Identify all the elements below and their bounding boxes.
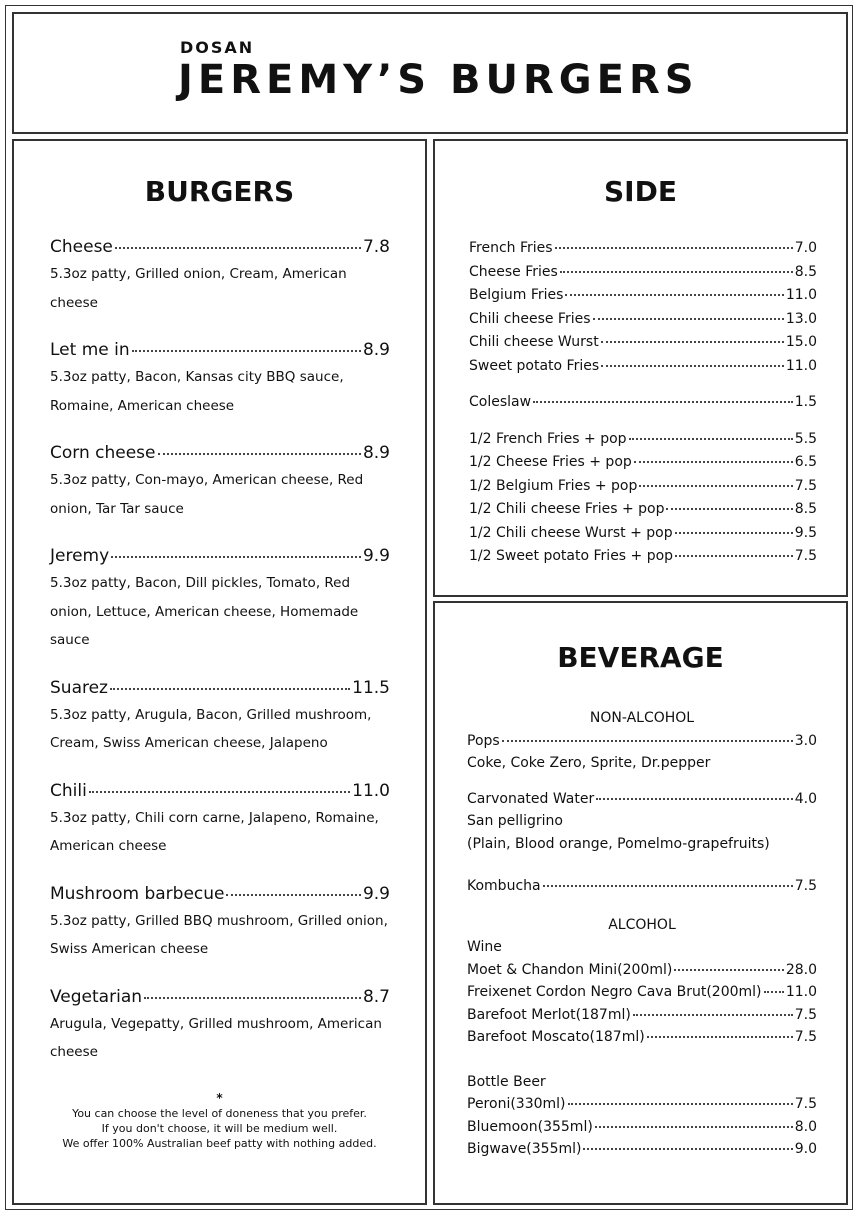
item-name: Bluemoon(355ml) xyxy=(467,1118,593,1135)
beverage-item xyxy=(467,1116,817,1139)
item-name: Vegetarian xyxy=(50,986,143,1007)
item-name: Bigwave(355ml) xyxy=(467,1141,582,1157)
item-name: Barefoot Merlot(187ml) xyxy=(467,1006,631,1023)
item-price: 8.5 xyxy=(794,263,817,280)
item-price: 7.8 xyxy=(362,237,390,257)
item-price: 5.5 xyxy=(794,430,817,447)
item-detail: (Plain, Blood orange, Pomelmo-grapefruits) xyxy=(467,835,770,852)
leader-dots xyxy=(568,1103,793,1105)
item-name: Sweet potato Fries xyxy=(469,357,600,374)
burger-item-corn-cheese xyxy=(50,443,390,523)
side-item xyxy=(469,261,817,285)
side-section xyxy=(433,139,848,597)
item-name: Pops xyxy=(467,732,500,749)
item-price: 11.0 xyxy=(352,780,390,801)
leader-dots xyxy=(674,969,783,971)
item-price: 9.9 xyxy=(362,546,390,566)
leader-dots xyxy=(565,294,783,296)
beverage-item xyxy=(467,788,817,811)
restaurant-title: JEREMY’S BURGERS xyxy=(178,57,699,103)
side-item xyxy=(469,475,817,499)
leader-dots xyxy=(596,798,792,800)
item-detail: Coke, Coke Zero, Sprite, Dr.pepper xyxy=(467,755,711,771)
item-price: 11.5 xyxy=(352,677,390,698)
side-item xyxy=(469,391,817,415)
item-price: 9.0 xyxy=(794,1141,817,1157)
leader-dots xyxy=(633,1014,793,1016)
leader-dots xyxy=(629,438,793,440)
item-name: Freixenet Cordon Negro Cava Brut(200ml) xyxy=(467,984,762,1000)
leader-dots xyxy=(144,997,361,999)
side-item xyxy=(469,355,817,379)
item-description: 5.3oz patty, Con-mayo, American cheese, Red onion, Tar Tar sauce xyxy=(50,472,364,517)
item-name: 1/2 Chili cheese Wurst + pop xyxy=(469,524,673,541)
item-name: Chili xyxy=(50,780,87,801)
leader-dots xyxy=(560,271,793,273)
leader-dots xyxy=(593,318,784,320)
beverage-title: BEVERAGE xyxy=(557,641,724,674)
leader-dots xyxy=(647,1036,793,1038)
item-description: 5.3oz patty, Bacon, Kansas city BBQ sauce, Romaine, American cheese xyxy=(50,369,344,414)
leader-dots xyxy=(595,1126,793,1128)
burgers-title: BURGERS xyxy=(144,175,295,208)
item-description: 5.3oz patty, Chili corn carne, Jalapeno, Romaine, American cheese xyxy=(50,809,379,854)
item-name: Cheese Fries xyxy=(469,263,558,280)
item-description: 5.3oz patty, Bacon, Dill pickles, Tomato, Red onion, Lettuce, American cheese, Homemade sauce xyxy=(50,575,359,648)
side-item xyxy=(469,284,817,308)
item-price: 7.5 xyxy=(794,1096,817,1112)
leader-dots xyxy=(675,555,793,557)
burger-item-chili xyxy=(50,781,390,861)
non-alcohol-label: NON-ALCOHOL xyxy=(589,710,695,726)
note-line: You can choose the level of doneness that you prefer. xyxy=(72,1107,367,1120)
side-item xyxy=(469,498,817,522)
item-price: 28.0 xyxy=(785,961,817,978)
leader-dots xyxy=(226,894,360,896)
item-name: Moet & Chandon Mini(200ml) xyxy=(467,961,673,978)
item-price: 8.9 xyxy=(362,340,390,360)
beverage-item xyxy=(467,730,817,753)
leader-dots xyxy=(115,247,361,249)
beverage-item xyxy=(467,959,817,982)
leader-dots xyxy=(764,991,784,993)
alcohol-label: ALCOHOL xyxy=(608,916,676,933)
item-name: Jeremy xyxy=(50,546,110,566)
item-name: French Fries xyxy=(469,240,553,256)
leader-dots xyxy=(639,485,792,487)
item-name: Suarez xyxy=(50,677,108,698)
note-line: If you don't choose, it will be medium well. xyxy=(101,1122,338,1135)
item-price: 8.0 xyxy=(794,1118,817,1135)
item-description: 5.3oz patty, Grilled onion, Cream, American cheese xyxy=(50,266,347,311)
side-item xyxy=(469,331,817,355)
item-detail: San pelligrino xyxy=(467,813,563,829)
burger-item-jeremy xyxy=(50,546,390,655)
item-price: 11.0 xyxy=(785,357,817,374)
item-price: 6.5 xyxy=(794,454,817,470)
item-name: Cheese xyxy=(50,237,113,257)
item-price: 3.0 xyxy=(794,732,817,749)
beer-label: Bottle Beer xyxy=(467,1073,546,1090)
beverage-item xyxy=(467,1026,817,1049)
beverage-item xyxy=(467,981,817,1004)
side-item xyxy=(469,428,817,452)
item-price: 7.5 xyxy=(794,477,817,494)
leader-dots xyxy=(89,791,350,793)
note-line: We offer 100% Australian beef patty with nothing added. xyxy=(62,1137,377,1150)
location-label: DOSAN xyxy=(180,38,255,57)
item-description: 5.3oz patty, Grilled BBQ mushroom, Grilled onion, Swiss American cheese xyxy=(50,912,388,957)
beverage-item xyxy=(467,1138,817,1161)
item-name: Corn cheese xyxy=(50,443,156,463)
side-item xyxy=(469,237,817,261)
item-price: 7.5 xyxy=(794,1029,817,1045)
beverage-section xyxy=(433,601,848,1205)
burger-list xyxy=(50,237,390,1090)
item-name: 1/2 Cheese Fries + pop xyxy=(469,454,632,470)
beverage-list xyxy=(467,707,817,1161)
beverage-item xyxy=(467,1004,817,1027)
wine-label: Wine xyxy=(467,939,502,955)
beverage-item xyxy=(467,1093,817,1116)
item-price: 11.0 xyxy=(785,984,817,1000)
item-price: 1.5 xyxy=(794,394,817,410)
leader-dots xyxy=(543,885,793,887)
item-name: 1/2 Chili cheese Fries + pop xyxy=(469,501,665,517)
burger-item-vegetarian xyxy=(50,987,390,1067)
item-price: 7.5 xyxy=(794,548,817,564)
item-price: 15.0 xyxy=(785,334,817,350)
item-name: Coleslaw xyxy=(469,394,532,410)
item-price: 4.0 xyxy=(794,790,817,807)
leader-dots xyxy=(110,688,350,690)
item-price: 8.9 xyxy=(362,443,390,463)
side-title: SIDE xyxy=(604,175,677,208)
burger-item-suarez xyxy=(50,678,390,758)
burger-item-mushroom-barbecue xyxy=(50,884,390,964)
leader-dots xyxy=(675,532,793,534)
leader-dots xyxy=(555,247,793,249)
leader-dots xyxy=(132,350,361,352)
leader-dots xyxy=(533,401,793,403)
item-price: 9.5 xyxy=(794,524,817,541)
item-name: Chili cheese Wurst xyxy=(469,334,599,350)
menu-header xyxy=(12,12,848,134)
burger-item-let-me-in xyxy=(50,340,390,420)
item-name: 1/2 Sweet potato Fries + pop xyxy=(469,548,674,564)
item-description: Arugula, Vegepatty, Grilled mushroom, American cheese xyxy=(50,1015,382,1060)
side-item xyxy=(469,545,817,569)
leader-dots xyxy=(583,1148,792,1150)
item-price: 7.5 xyxy=(794,1006,817,1023)
side-list xyxy=(469,237,817,569)
item-price: 8.7 xyxy=(362,986,390,1007)
leader-dots xyxy=(158,453,361,455)
item-name: Peroni(330ml) xyxy=(467,1096,566,1112)
leader-dots xyxy=(502,740,793,742)
burgers-section xyxy=(12,139,427,1205)
leader-dots xyxy=(111,556,361,558)
item-price: 7.5 xyxy=(794,878,817,894)
leader-dots xyxy=(634,461,793,463)
item-price: 9.9 xyxy=(362,883,390,904)
item-name: Kombucha xyxy=(467,878,541,894)
item-name: Chili cheese Fries xyxy=(469,310,591,327)
side-item xyxy=(469,308,817,332)
item-name: 1/2 Belgium Fries + pop xyxy=(469,477,638,494)
item-description: 5.3oz patty, Arugula, Bacon, Grilled mushroom, Cream, Swiss American cheese, Jalapeno xyxy=(50,706,372,751)
item-name: Let me in xyxy=(50,340,130,360)
doneness-note xyxy=(14,1091,425,1151)
item-name: Carvonated Water xyxy=(467,790,595,807)
leader-dots xyxy=(666,508,792,510)
item-name: Mushroom barbecue xyxy=(50,883,225,904)
item-price: 13.0 xyxy=(785,310,817,327)
beverage-item xyxy=(467,875,817,898)
note-asterisk: * xyxy=(216,1091,223,1105)
item-name: Belgium Fries xyxy=(469,287,564,303)
item-name: Barefoot Moscato(187ml) xyxy=(467,1029,645,1045)
item-price: 7.0 xyxy=(794,240,817,256)
leader-dots xyxy=(601,365,784,367)
side-item xyxy=(469,451,817,475)
burger-item-cheese xyxy=(50,237,390,317)
leader-dots xyxy=(601,341,784,343)
item-price: 11.0 xyxy=(785,287,817,303)
side-item xyxy=(469,522,817,546)
item-price: 8.5 xyxy=(794,501,817,517)
item-name: 1/2 French Fries + pop xyxy=(469,430,627,447)
